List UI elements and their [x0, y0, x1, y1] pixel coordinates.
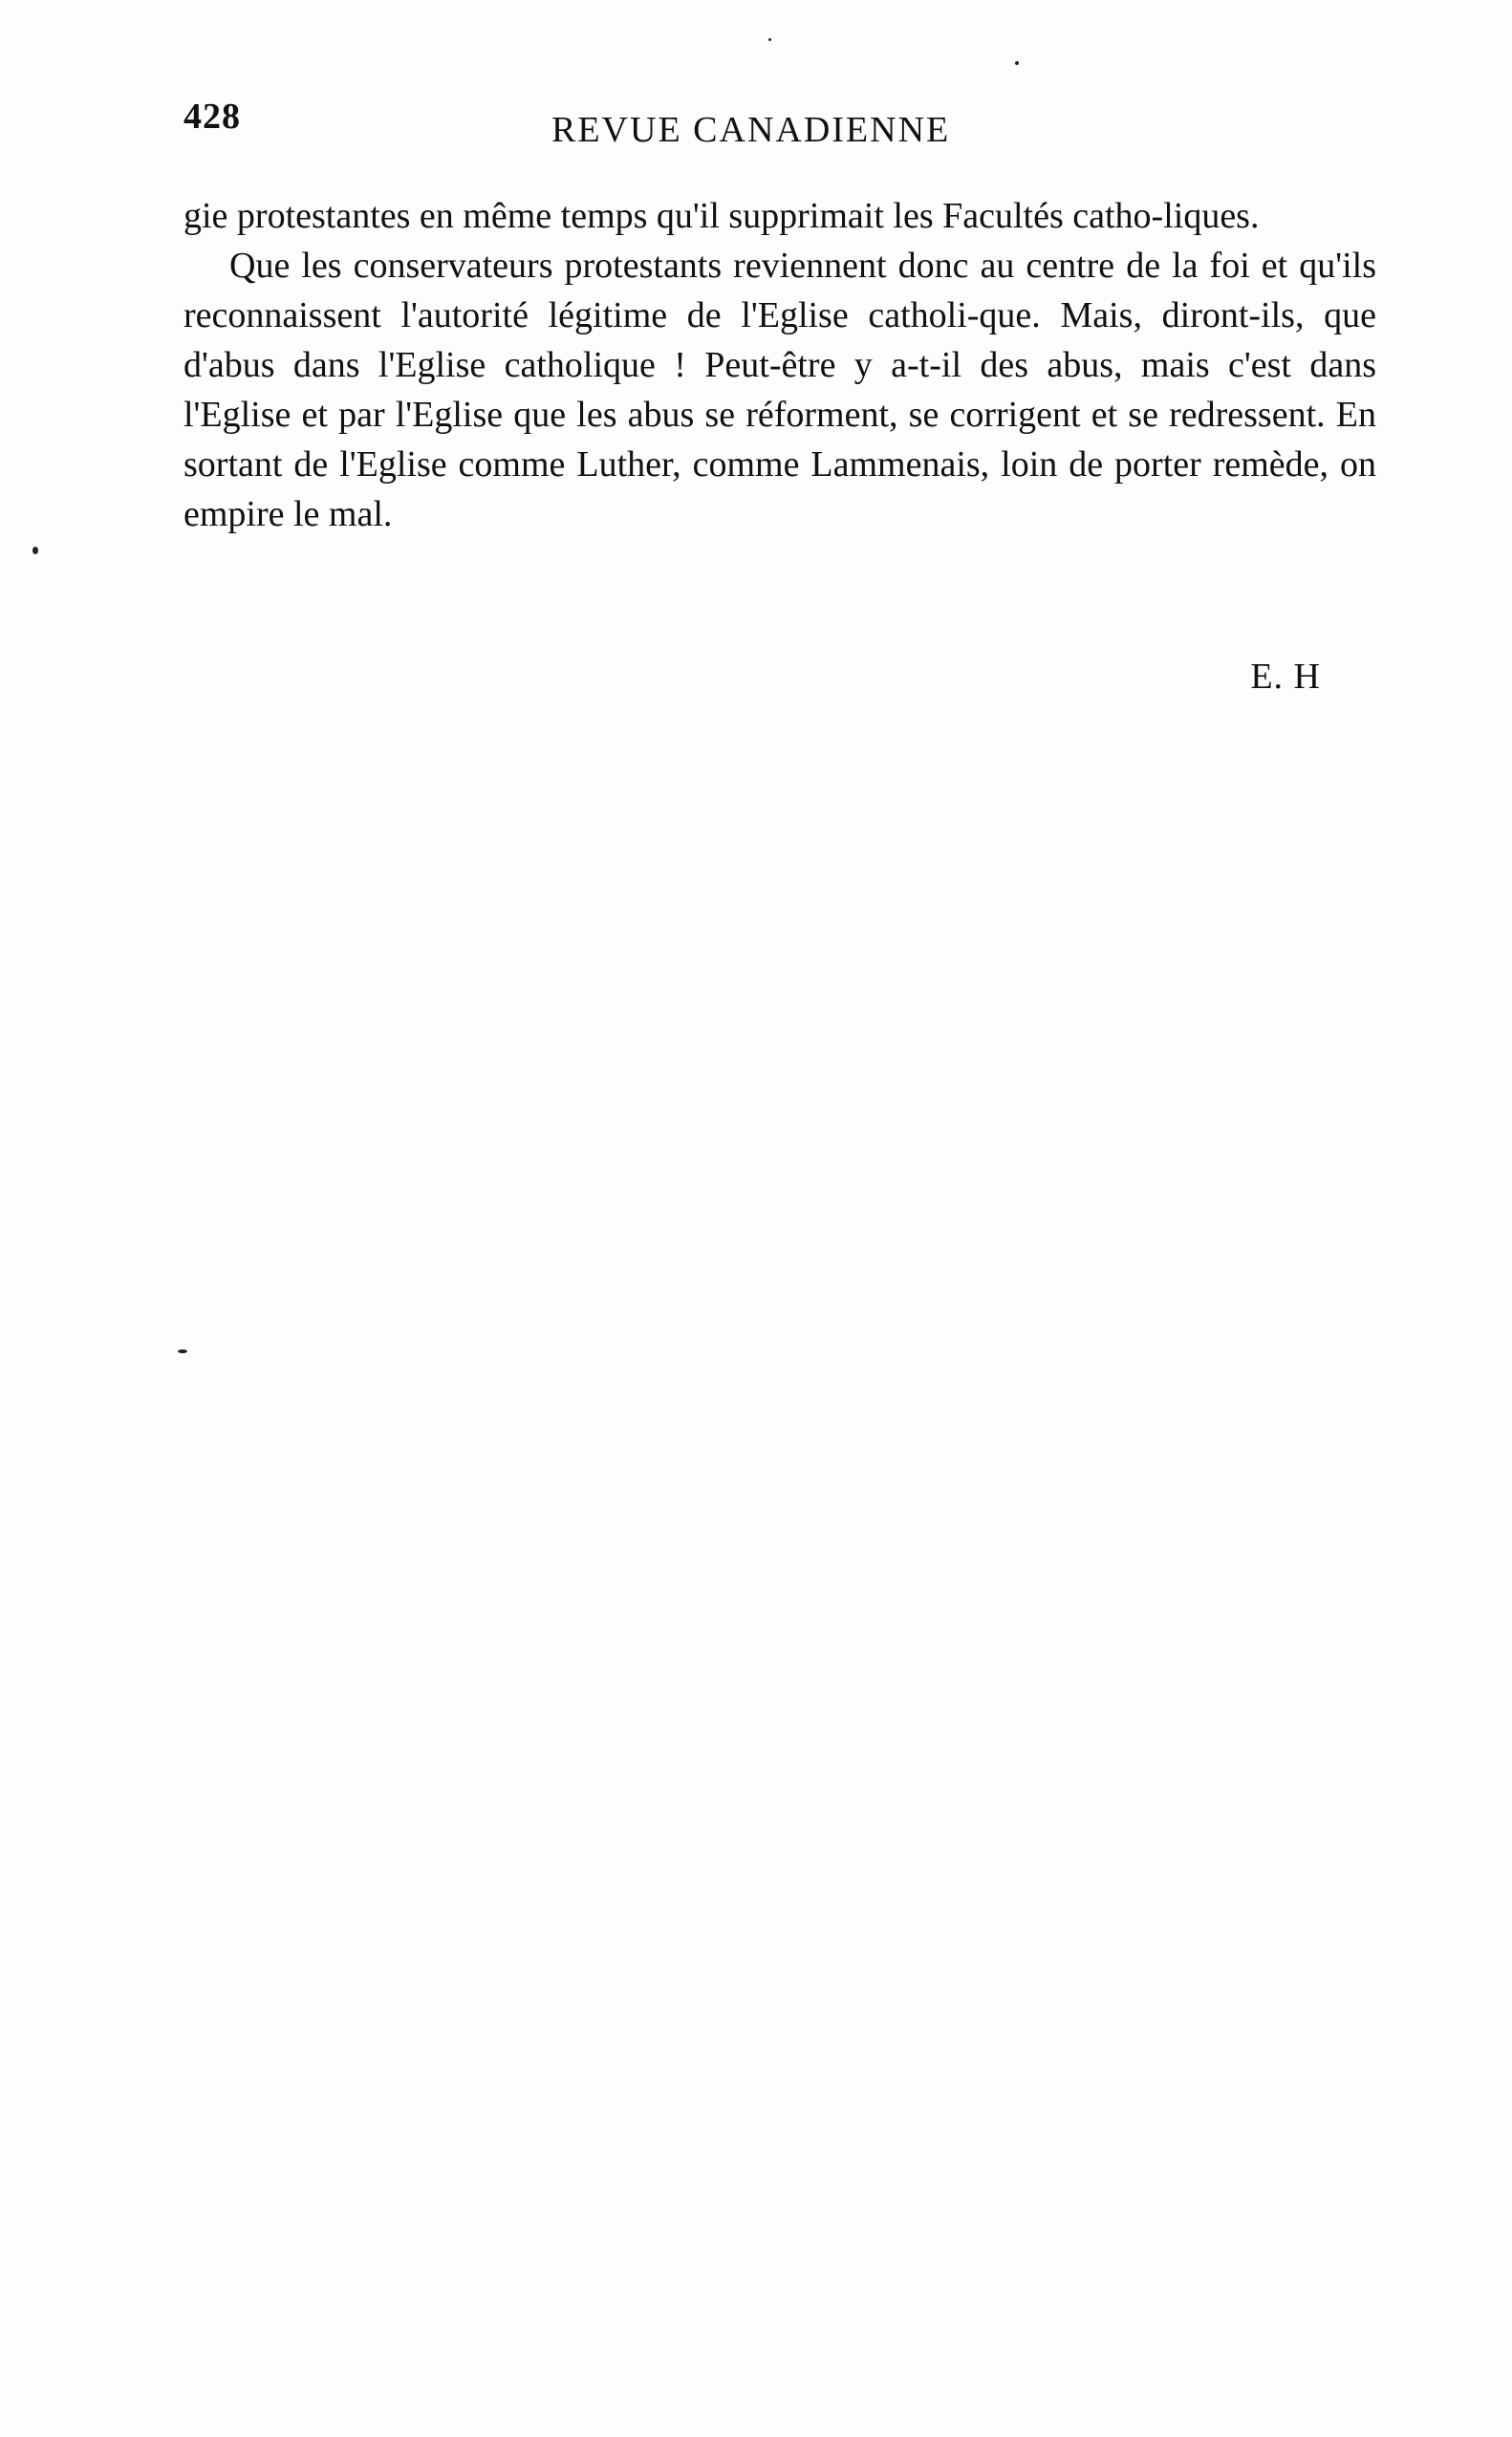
paragraph-2: Que les conservateurs protestants reviennent donc au centre de la foi et qu'ils reconnaissent l'autorité légitime de l'Eglise catholi-que. Mais, diront-ils, que d'abus dans l'Eglise catholique ! Peut-être y a-t-il des abus, mais c'est dans l'Eglise et par l'Eglise que les abus se réforment, se corrigent et se redressent. En sortant de l'Eglise comme Luther, comme Lammenais, loin de porter remède, on empire le mal.: [184, 246, 1376, 534]
print-speck: [768, 38, 771, 41]
paragraph-1: gie protestantes en même temps qu'il supprimait les Facultés catho-liques.: [184, 196, 1260, 236]
running-title: REVUE CANADIENNE: [551, 110, 951, 150]
author-signature: E. H: [1250, 657, 1321, 697]
article-body: [184, 191, 1376, 539]
page-number: 428: [184, 97, 241, 137]
print-speck: [178, 1349, 187, 1353]
print-speck: [1015, 61, 1019, 65]
page-header: [184, 96, 1378, 162]
print-speck: [32, 547, 38, 554]
